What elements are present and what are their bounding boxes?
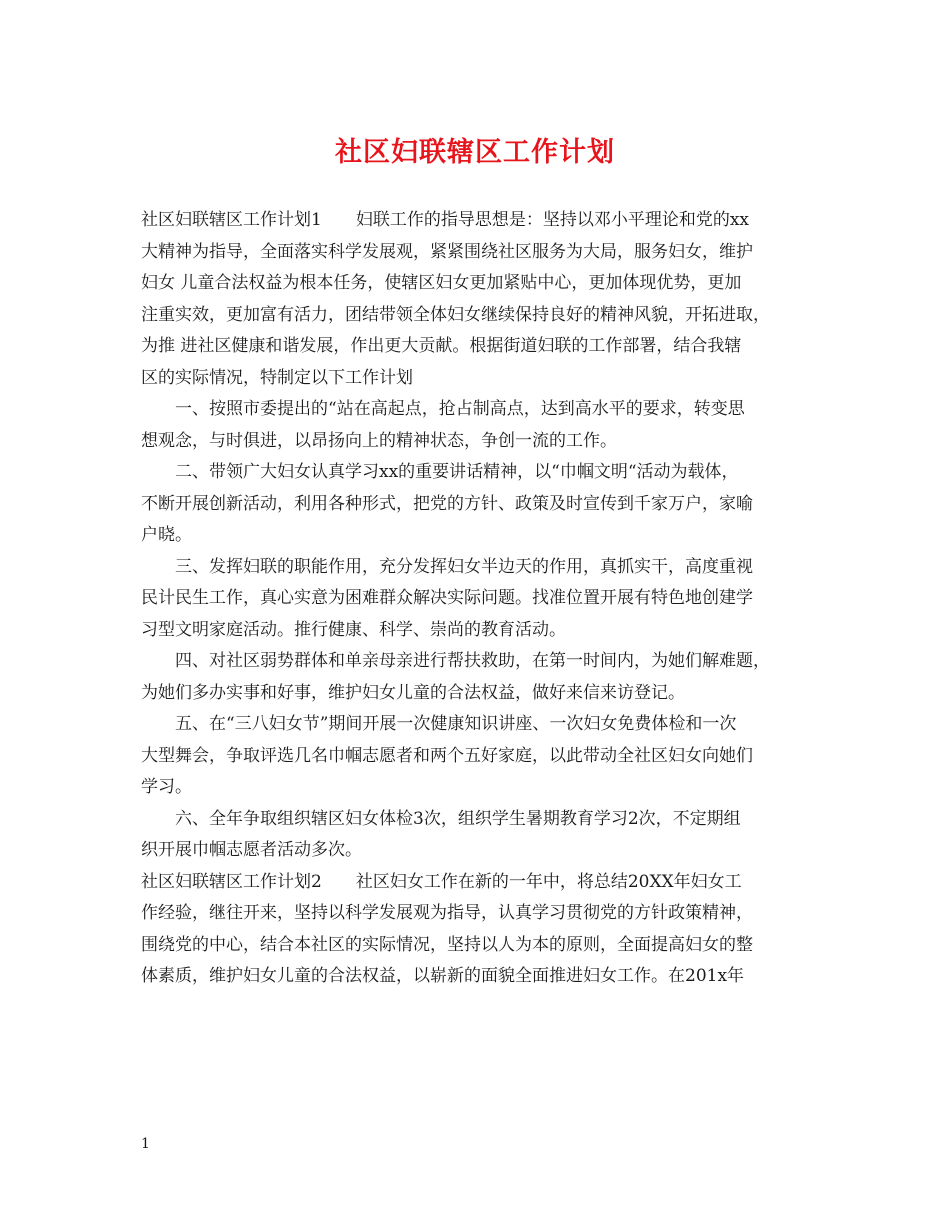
text-line: 一、按照市委提出的“站在高起点，抢占制高点，达到高水平的要求，转变思 (175, 399, 745, 419)
text-line: 三、发挥妇联的职能作用，充分发挥妇女半边天的作用，真抓实干，高度重视 (175, 556, 753, 577)
text-line: 学习。 (141, 777, 192, 797)
text-line: 作经验，继往开来，坚持以科学发展观为指导，认真学习贯彻党的方针政策精神， (141, 903, 753, 923)
text-line: 区的实际情况，特制定以下工作计划 (141, 367, 413, 388)
text-line: 社区妇联辖区工作计划2 社区妇女工作在新的一年中，将总结20XX年妇女工 (141, 871, 742, 892)
text-line: 习型文明家庭活动。推行健康、科学、崇尚的教育活动。 (141, 619, 566, 640)
text-line: 为推 进社区健康和谐发展，作出更大贡献。根据街道妇联的工作部署，结合我辖 (141, 336, 742, 356)
document-title: 社区妇联辖区工作计划 (335, 137, 615, 168)
text-line: 五、在“三八妇女节”期间开展一次健康知识讲座、一次妇女免费体检和一次 (175, 714, 737, 734)
text-line: 民计民生工作，真心实意为困难群众解决实际问题。找准位置开展有特色地创建学 (141, 588, 753, 608)
text-line: 不断开展创新活动，利用各种形式，把党的方针、政策及时宣传到千家万户，家喻 (141, 493, 753, 514)
text-line: 大型舞会，争取评选几名巾帼志愿者和两个五好家庭，以此带动全社区妇女向她们 (141, 745, 753, 766)
text-line: 大精神为指导，全面落实科学发展观，紧紧围绕社区服务为大局，服务妇女，维护 (141, 241, 753, 262)
document-body (141, 205, 816, 993)
text-line: 为她们多办实事和好事，维护妇女儿童的合法权益，做好来信来访登记。 (141, 682, 685, 703)
text-line: 四、对社区弱势群体和单亲母亲进行帮扶救助，在第一时间内，为她们解难题， (175, 651, 770, 671)
text-line: 户晓。 (141, 525, 192, 545)
text-line: 二、带领广大妇女认真学习xx的重要讲话精神，以“巾帼文明“活动为载体， (175, 462, 739, 482)
page-number: 1 (141, 1136, 150, 1152)
text-line: 妇女 儿童合法权益为根本任务，使辖区妇女更加紧贴中心，更加体现优势，更加 (141, 273, 742, 293)
text-line: 想观念，与时俱进，以昂扬向上的精神状态，争创一流的工作。 (141, 430, 617, 451)
text-line: 体素质，维护妇女儿童的合法权益，以崭新的面貌全面推进妇女工作。在201x年 (141, 966, 745, 986)
text-line: 社区妇联辖区工作计划1 妇联工作的指导思想是：坚持以邓小平理论和党的xx (141, 210, 749, 230)
text-line: 注重实效，更加富有活力，团结带领全体妇女继续保持良好的精神风貌，开拓进取， (141, 304, 770, 325)
text-line: 围绕党的中心，结合本社区的实际情况，坚持以人为本的原则，全面提高妇女的整 (141, 934, 753, 955)
text-line: 六、全年争取组织辖区妇女体检3次，组织学生暑期教育学习2次，不定期组 (175, 808, 741, 829)
text-line: 织开展巾帼志愿者活动多次。 (141, 840, 362, 860)
